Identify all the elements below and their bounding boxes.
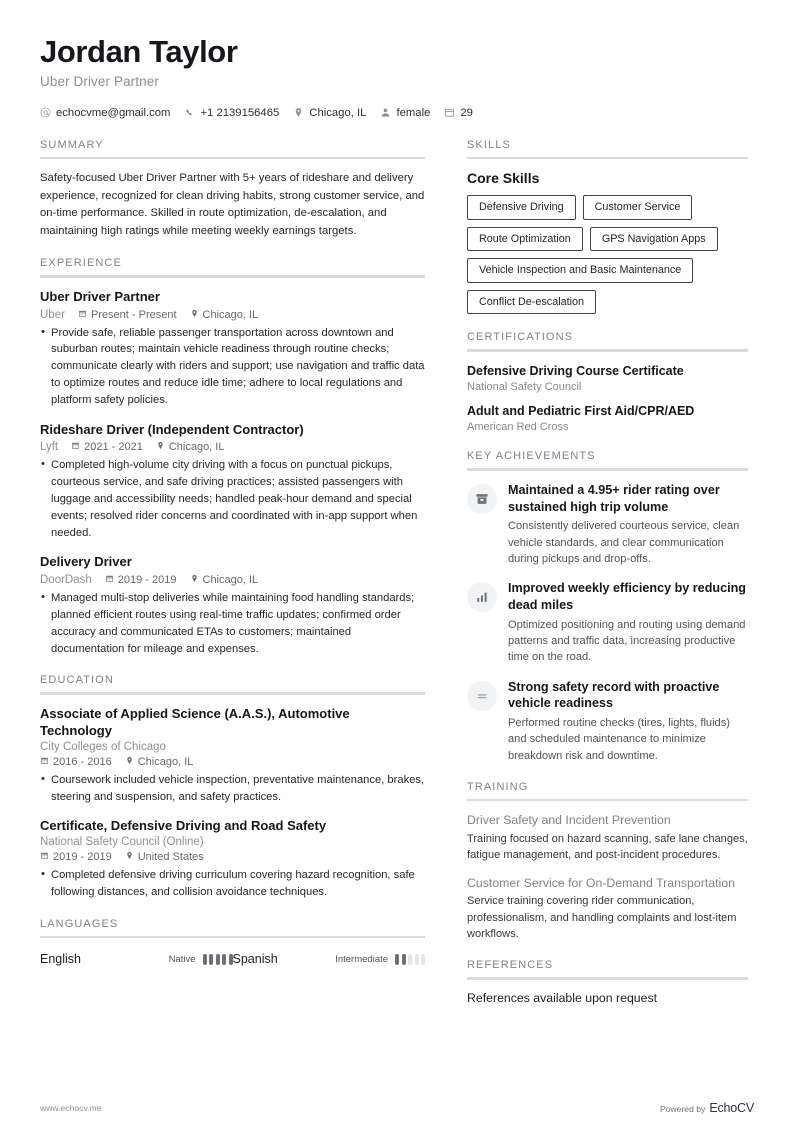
contact-email bbox=[40, 107, 170, 119]
equals-lines-icon bbox=[467, 681, 497, 711]
language-bar bbox=[203, 954, 207, 965]
achievement-body bbox=[508, 679, 748, 764]
education-school: National Safety Council (Online) bbox=[40, 836, 204, 849]
bar-chart-icon bbox=[467, 582, 497, 612]
training-title: Driver Safety and Incident Prevention bbox=[467, 813, 671, 828]
contact-phone bbox=[184, 107, 279, 119]
training-item bbox=[467, 875, 748, 942]
calendar-icon bbox=[444, 107, 455, 118]
divider bbox=[467, 799, 748, 802]
achievement-item bbox=[467, 679, 748, 764]
certification-title: Adult and Pediatric First Aid/CPR/AED bbox=[467, 404, 695, 419]
contact-age bbox=[444, 107, 473, 119]
training-description: Service training covering rider communication, professionalism, and handling complaints and lost-item workflows. bbox=[467, 895, 737, 940]
experience-meta bbox=[40, 309, 425, 321]
training-title: Customer Service for On-Demand Transportation bbox=[467, 875, 735, 890]
achievement-description: Performed routine checks (tires, lights, fluids) and scheduled maintenance to minimize breakdown risk and downtime. bbox=[508, 717, 730, 762]
experience-dates-value: 2019 - 2019 bbox=[117, 574, 177, 587]
languages-row bbox=[40, 952, 425, 966]
education-location bbox=[125, 756, 194, 768]
bullet-item: • Coursework included vehicle inspection, preventative maintenance, brakes, steering and suspension, and safety practices. bbox=[40, 772, 425, 806]
education-meta bbox=[40, 756, 425, 768]
calendar-icon bbox=[40, 756, 49, 768]
skill-chip: GPS Navigation Apps bbox=[590, 227, 718, 252]
archive-box-icon bbox=[467, 484, 497, 514]
education-location-value: Chicago, IL bbox=[137, 755, 194, 768]
experience-company: DoorDash bbox=[40, 574, 92, 587]
bullet-item: • Completed defensive driving curriculum covering hazard recognition, safe following distances, and collision avoidance techniques. bbox=[40, 867, 425, 901]
calendar-icon bbox=[40, 851, 49, 863]
location-pin-icon bbox=[125, 756, 134, 768]
job-role-subtitle: Uber Driver Partner bbox=[40, 73, 159, 89]
language-rating bbox=[169, 954, 233, 965]
contact-location-value: Chicago, IL bbox=[309, 106, 367, 119]
language-rating bbox=[335, 954, 425, 965]
language-bar bbox=[209, 954, 213, 965]
experience-title: Rideshare Driver (Independent Contractor) bbox=[40, 421, 304, 437]
section-languages bbox=[40, 918, 425, 967]
calendar-icon bbox=[78, 309, 87, 321]
calendar-icon bbox=[71, 441, 80, 453]
certification-item bbox=[467, 363, 748, 393]
experience-entry bbox=[40, 422, 425, 542]
divider bbox=[40, 692, 425, 695]
section-title-languages: LANGUAGES bbox=[40, 917, 119, 930]
section-title-education: EDUCATION bbox=[40, 674, 114, 687]
education-entry bbox=[40, 706, 425, 805]
language-bars bbox=[395, 954, 425, 965]
training-item bbox=[467, 812, 748, 863]
education-dates bbox=[40, 851, 112, 863]
language-bar bbox=[216, 954, 220, 965]
resume-header bbox=[40, 34, 754, 119]
contact-email-value: echocvme@gmail.com bbox=[56, 106, 171, 119]
skills-group-title: Core Skills bbox=[467, 170, 540, 187]
page-footer bbox=[40, 1101, 754, 1115]
summary-text: Safety-focused Uber Driver Partner with 5+ years of rideshare and delivery experience, recognized for clean driving habits, strong customer service, and on-time performance. Skilled in route optimization, de-escalation, and maintaining high ratings while meeting weekly earnings targets. bbox=[40, 172, 425, 237]
language-item bbox=[40, 952, 233, 966]
section-certifications bbox=[467, 331, 748, 433]
experience-meta bbox=[40, 574, 425, 586]
section-education bbox=[40, 674, 425, 900]
experience-dates bbox=[105, 574, 177, 586]
bullet-item: • Provide safe, reliable passenger transportation across downtown and suburban routes; maintain vehicle readiness through routine checks; communicate clearly with riders and support; use navigation and traffic data to optimize routes and reduce idle time; adhere to local regulations and platform safety policies. bbox=[40, 325, 425, 409]
section-title-references: REFERENCES bbox=[467, 959, 554, 972]
section-references bbox=[467, 959, 748, 1005]
language-bar bbox=[415, 954, 419, 965]
achievement-item bbox=[467, 580, 748, 665]
location-pin-icon bbox=[293, 107, 304, 118]
language-bar bbox=[408, 954, 412, 965]
section-summary bbox=[40, 139, 425, 241]
divider bbox=[467, 977, 748, 980]
experience-title: Delivery Driver bbox=[40, 554, 132, 570]
experience-entry bbox=[40, 289, 425, 409]
divider bbox=[467, 349, 748, 352]
achievement-body bbox=[508, 482, 748, 567]
experience-company: Lyft bbox=[40, 441, 59, 454]
section-title-certifications: CERTIFICATIONS bbox=[467, 331, 574, 344]
experience-entry bbox=[40, 554, 425, 657]
location-pin-icon bbox=[156, 441, 165, 453]
experience-bullets bbox=[40, 457, 425, 541]
experience-dates-value: 2021 - 2021 bbox=[84, 441, 143, 454]
calendar-icon bbox=[105, 574, 114, 586]
experience-location-value: Chicago, IL bbox=[202, 574, 259, 587]
experience-location-value: Chicago, IL bbox=[202, 308, 259, 321]
language-bar bbox=[222, 954, 226, 965]
divider bbox=[40, 936, 425, 939]
achievement-body bbox=[508, 580, 748, 665]
achievement-title: Improved weekly efficiency by reducing dead miles bbox=[508, 581, 746, 612]
education-dates-value: 2019 - 2019 bbox=[53, 851, 112, 864]
skills-chip-list bbox=[467, 195, 748, 314]
language-item bbox=[233, 952, 426, 966]
email-icon bbox=[40, 107, 51, 118]
page-title: Jordan Taylor bbox=[40, 34, 238, 69]
contact-age-value: 29 bbox=[460, 106, 473, 119]
location-pin-icon bbox=[190, 309, 199, 321]
language-level: Intermediate bbox=[335, 953, 388, 965]
divider bbox=[467, 157, 748, 160]
contact-location bbox=[293, 107, 366, 119]
education-bullets bbox=[40, 772, 425, 806]
contact-gender bbox=[380, 107, 430, 119]
achievement-title: Maintained a 4.95+ rider rating over sustained high trip volume bbox=[508, 482, 720, 514]
contact-bar bbox=[40, 107, 754, 119]
language-name: Spanish bbox=[232, 952, 278, 967]
section-title-training: TRAINING bbox=[467, 780, 529, 793]
education-degree: Certificate, Defensive Driving and Road Safety bbox=[40, 818, 327, 834]
section-key-achievements bbox=[467, 450, 748, 764]
language-name: English bbox=[40, 952, 81, 967]
resume-body bbox=[40, 139, 754, 1022]
references-text: References available upon request bbox=[467, 990, 658, 1005]
experience-dates-value: Present - Present bbox=[90, 308, 177, 321]
section-title-skills: SKILLS bbox=[467, 138, 511, 151]
person-icon bbox=[380, 107, 391, 118]
language-level: Native bbox=[168, 953, 196, 965]
section-title-experience: EXPERIENCE bbox=[40, 257, 122, 270]
location-pin-icon bbox=[190, 574, 199, 586]
education-school: City Colleges of Chicago bbox=[40, 740, 166, 753]
skill-chip: Conflict De-escalation bbox=[467, 290, 596, 315]
experience-meta bbox=[40, 441, 425, 453]
education-entry bbox=[40, 818, 425, 900]
section-skills bbox=[467, 139, 748, 315]
language-bar bbox=[402, 954, 406, 965]
achievement-title: Strong safety record with proactive vehicle readiness bbox=[508, 679, 720, 711]
education-dates-value: 2016 - 2016 bbox=[53, 755, 112, 768]
experience-dates bbox=[71, 441, 143, 453]
experience-location bbox=[190, 309, 259, 321]
education-bullets bbox=[40, 867, 425, 901]
contact-gender-value: female bbox=[396, 106, 431, 119]
section-training bbox=[467, 781, 748, 942]
experience-bullets bbox=[40, 325, 425, 409]
right-column bbox=[467, 139, 748, 1022]
echocv-logo: EchoCV bbox=[709, 1101, 754, 1115]
footer-branding bbox=[660, 1101, 754, 1115]
education-degree: Associate of Applied Science (A.A.S.), Automotive Technology bbox=[40, 705, 350, 738]
experience-location-value: Chicago, IL bbox=[168, 441, 225, 454]
divider bbox=[40, 157, 425, 160]
achievement-item bbox=[467, 482, 748, 567]
achievement-description: Optimized positioning and routing using demand patterns and traffic data, increasing productive time on the road. bbox=[508, 618, 746, 664]
experience-dates bbox=[78, 309, 177, 321]
education-dates bbox=[40, 756, 112, 768]
education-location bbox=[125, 851, 204, 863]
experience-company: Uber bbox=[40, 308, 65, 321]
divider bbox=[40, 275, 425, 278]
language-bars bbox=[203, 954, 233, 965]
skill-chip: Defensive Driving bbox=[467, 195, 576, 220]
section-experience bbox=[40, 257, 425, 657]
experience-location bbox=[190, 574, 259, 586]
location-pin-icon bbox=[125, 851, 134, 863]
bullet-item: • Completed high-volume city driving with a focus on punctual pickups, courteous service, and safe driving practices; assisted passengers with luggage and accessibility needs; handled peak-hour demand and special events; resolved rider concerns and coordinated with in-app support when needed. bbox=[40, 457, 425, 541]
powered-by-label: Powered by bbox=[659, 1104, 706, 1114]
certification-issuer: National Safety Council bbox=[467, 381, 582, 394]
left-column bbox=[40, 139, 425, 1022]
certification-issuer: American Red Cross bbox=[467, 421, 569, 434]
certification-title: Defensive Driving Course Certificate bbox=[467, 363, 684, 378]
language-bar bbox=[395, 954, 399, 965]
skill-chip: Customer Service bbox=[583, 195, 693, 220]
phone-icon bbox=[184, 107, 195, 118]
section-title-summary: SUMMARY bbox=[40, 138, 104, 151]
certification-item bbox=[467, 403, 748, 433]
skill-chip: Route Optimization bbox=[467, 227, 583, 252]
training-description: Training focused on hazard scanning, safe lane changes, fatigue management, and post-incident procedures. bbox=[467, 833, 748, 862]
contact-phone-value: +1 2139156465 bbox=[200, 106, 280, 119]
education-location-value: United States bbox=[137, 851, 204, 864]
skill-chip: Vehicle Inspection and Basic Maintenance bbox=[467, 258, 693, 283]
language-bar bbox=[421, 954, 425, 965]
experience-title: Uber Driver Partner bbox=[40, 288, 160, 304]
footer-website-url: www.echocv.me bbox=[40, 1103, 102, 1113]
achievement-description: Consistently delivered courteous service, clean vehicle standards, and clear communication during pickups and drop-offs. bbox=[508, 520, 740, 565]
section-title-key-achievements: KEY ACHIEVEMENTS bbox=[467, 450, 596, 463]
experience-location bbox=[156, 441, 225, 453]
education-meta bbox=[40, 851, 425, 863]
divider bbox=[467, 468, 748, 471]
bullet-item: • Managed multi-stop deliveries while maintaining food handling standards; planned efficient routes using real-time traffic updates; confirmed order accuracy and communicated ETAs to customers; maintained documentation for mileage and expenses. bbox=[40, 590, 425, 657]
experience-bullets bbox=[40, 590, 425, 657]
